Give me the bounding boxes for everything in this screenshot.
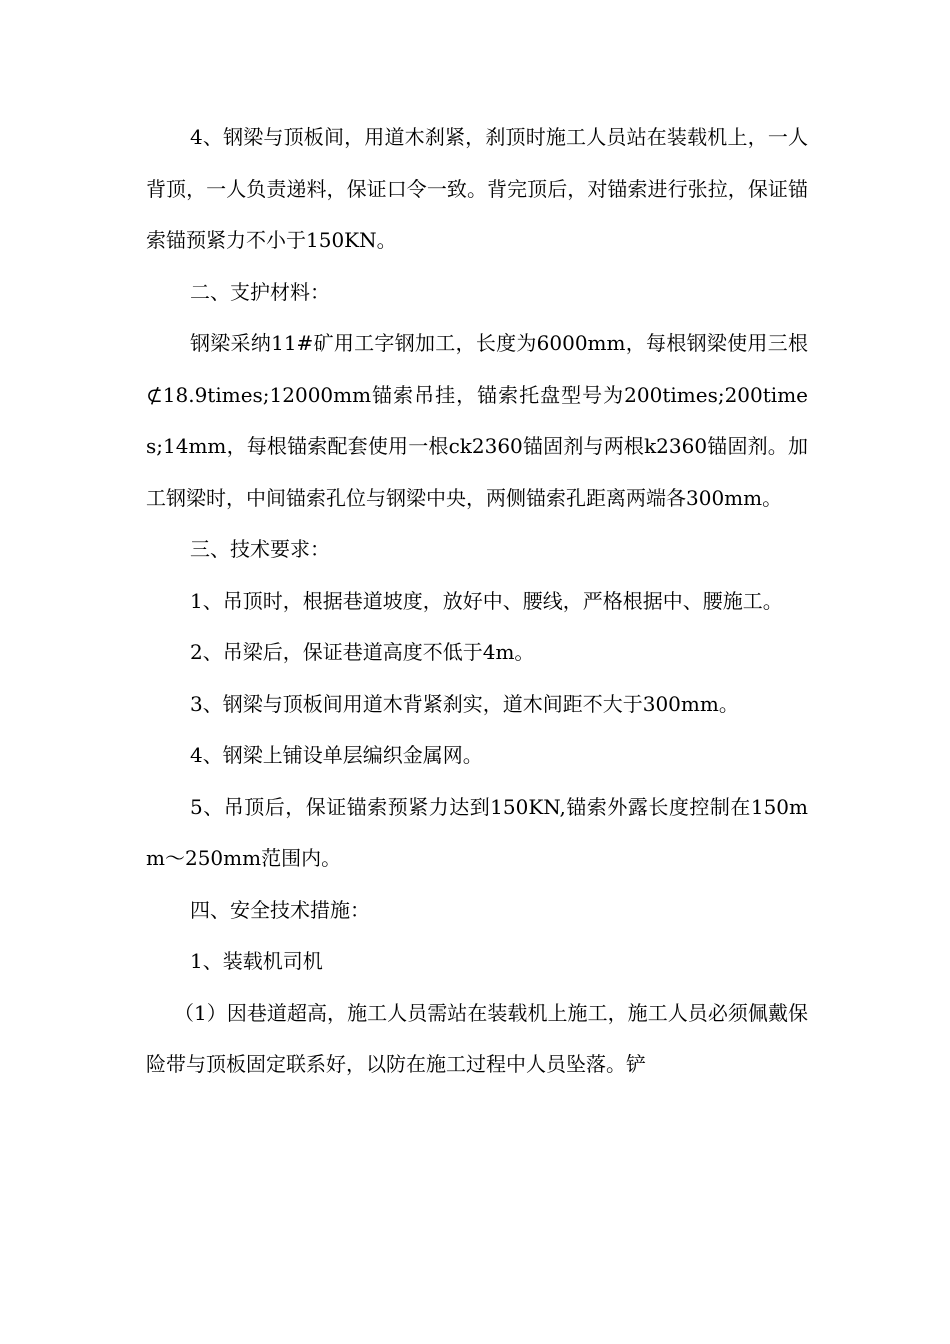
requirement-item-1: 1、吊顶时，根据巷道坡度，放好中、腰线，严格根据中、腰施工。 (190, 588, 783, 613)
requirement-item-5: 5、吊顶后，保证锚索预紧力达到150KN,锚索外露长度控制在150mm～250mm范围内。 (146, 794, 808, 870)
heading-support-materials: 二、支护材料： (190, 279, 330, 304)
document-body (146, 112, 808, 1091)
safety-item-loader-driver: 1、装载机司机 (190, 949, 323, 973)
requirement-item-3: 3、钢梁与顶板间用道木背紧刹实，道木间距不大于300mm。 (190, 691, 739, 716)
safety-subitem-1: （1）因巷道超高，施工人员需站在装载机上施工，施工人员必须佩戴保险带与顶板固定联系好，以防在施工过程中人员坠落。铲 (146, 1000, 808, 1076)
heading-safety-measures: 四、安全技术措施： (190, 897, 370, 922)
requirement-item-2: 2、吊梁后，保证巷道高度不低于4m。 (190, 640, 535, 664)
paragraph-steel-beam-wedging: 4、钢梁与顶板间，用道木刹紧，刹顶时施工人员站在装载机上，一人背顶，一人负责递料，保证口令一致。背完顶后，对锚索进行张拉，保证锚索锚预紧力不小于150KN。 (146, 125, 808, 252)
paragraph-materials-detail: 钢梁采纳11#矿用工字钢加工，长度为6000mm，每根钢梁使用三根⊄18.9times;12000mm锚索吊挂，锚索托盘型号为200times;200times;14mm，每根锚索配套使用一根ck2360锚固剂与两根k2360锚固剂。加工钢梁时，中间锚索孔位与钢梁中央，两侧锚索孔距离两端各300mm。 (146, 331, 808, 510)
heading-technical-requirements: 三、技术要求： (190, 537, 330, 561)
requirement-item-4: 4、钢梁上铺设单层编织金属网。 (190, 743, 483, 767)
